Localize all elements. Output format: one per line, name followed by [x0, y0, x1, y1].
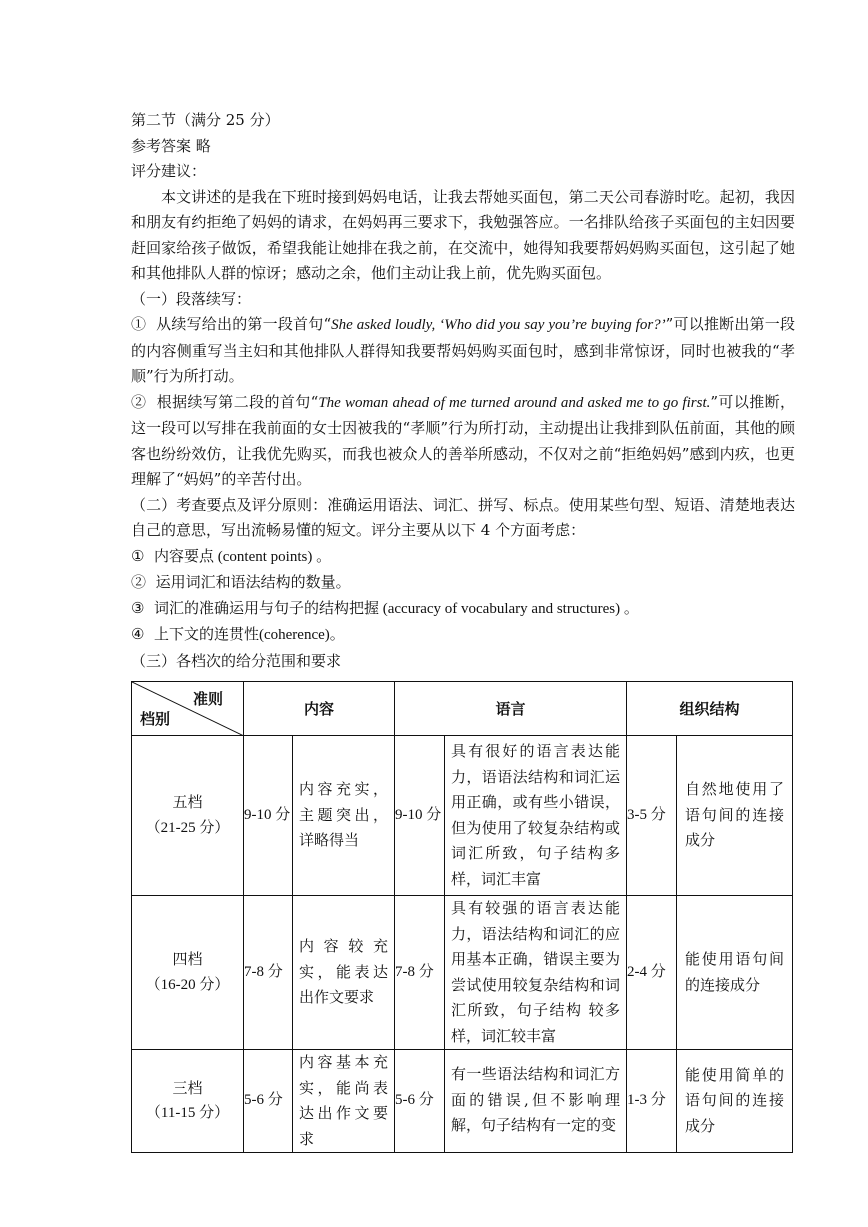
grade-cell [132, 896, 244, 1050]
corner-bottom-label: 档别 [140, 710, 171, 728]
point1-rest: ”可以推断出第一段的内容侧重写当主妇和其他排队人群得知我要帮妈妈购买面包时，感到非常惊讶，同时也被我的“孝顺”行为所打动。 [131, 315, 795, 385]
grade-name: 五档 [172, 793, 203, 811]
criteria-number: ③ [131, 598, 145, 617]
answer-line: 参考答案 略 [131, 136, 211, 155]
grade-range: （11-15 分） [145, 1105, 230, 1121]
criteria-text: 运用词汇和语法结构的数量。 [155, 573, 351, 591]
header-organization: 组织结构 [627, 682, 793, 736]
grade-range: （16-20 分） [145, 976, 230, 993]
organization-score: 3-5 分 [627, 736, 677, 896]
criteria-item [131, 570, 795, 596]
point1-lead: 从续写给出的第一段首句“ [156, 315, 332, 333]
content-desc: 内容较充实，能表达 出作文要求 [293, 896, 395, 1050]
content-score: 5-6 分 [244, 1050, 293, 1153]
header-content: 内容 [244, 682, 395, 736]
language-score: 9-10 分 [395, 736, 445, 896]
table-row [132, 896, 793, 1050]
part2-paragraph: （二）考查要点及评分原则：准确运用语法、词汇、拼写、标点。使用某些句型、短语、清楚地表达自己的意思，写出流畅易懂的短文。评分主要从以下 4 个方面考虑： [131, 495, 795, 539]
criteria-item [131, 622, 795, 649]
point2-number: ② [131, 392, 147, 411]
organization-desc: 自然地使用了语句间的连接成分 [677, 736, 793, 896]
part3-title: （三）各档次的给分范围和要求 [131, 651, 342, 670]
point1-paragraph [131, 312, 795, 390]
point1-quote: She asked loudly, ‘Who did you say you’re buying for?’ [331, 317, 666, 333]
language-desc: 具有较强的语言表达能力，语法结构和词汇的应用基本正确，错误主要为尝试使用较复杂结构和词汇所致，句子结构 较多样，词汇较丰富 [445, 896, 627, 1050]
criteria-text: 上下文的连贯性(coherence)。 [154, 627, 345, 643]
language-score: 5-6 分 [395, 1050, 445, 1153]
summary-paragraph: 本文讲述的是我在下班时接到妈妈电话，让我去帮她买面包，第二天公司春游时吃。起初，我因和朋友有约拒绝了妈妈的请求，在妈妈再三要求下，我勉强答应。一名排队给孩子买面包的主妇因要赶回家给孩子做饭，希望我能让她排在我之前，在交流中，她得知我要帮妈妈购买面包，这引起了她和其他排队人群的惊讶；感动之余，他们主动让我上前，优先购买面包。 [131, 187, 795, 282]
criteria-text: 词汇的准确运用与句子的结构把握 (accuracy of vocabulary and structures) 。 [154, 600, 639, 617]
criteria-number: ② [131, 573, 147, 591]
point2-paragraph [131, 390, 795, 493]
grade-name: 四档 [172, 950, 203, 968]
point1-number: ① [131, 315, 147, 333]
part1-title: （一）段落续写： [131, 289, 252, 308]
grading-table [131, 681, 793, 1153]
criteria-text: 内容要点 (content points) 。 [154, 548, 332, 565]
section-title: 第二节（满分 25 分） [131, 111, 280, 129]
grade-name: 三档 [172, 1078, 203, 1097]
table-header-row [132, 682, 793, 736]
table-row [132, 1050, 793, 1153]
content-desc: 内容充实，主题突出，详略得当 [293, 736, 395, 896]
point2-rest: ”可以推断，这一段可以写排在我前面的女士因被我的“孝顺”行为所打动，主动提出让我排到队伍前面，其他的顾客也纷纷效仿，让我优先购买，而我也被众人的善举所感动，不仅对之前“拒绝妈妈”感到内疚，也更理解了“妈妈”的辛苦付出。 [131, 392, 796, 488]
organization-desc: 能使用语句间的连接成分 [677, 896, 793, 1050]
header-language: 语言 [395, 682, 627, 736]
grade-range: （21-25 分） [145, 819, 230, 836]
corner-cell [132, 682, 244, 736]
corner-top-label: 准则 [192, 690, 223, 708]
suggestion-label: 评分建议： [131, 162, 207, 180]
content-score: 9-10 分 [244, 736, 293, 896]
criteria-number: ④ [131, 625, 145, 643]
organization-score: 2-4 分 [627, 896, 677, 1050]
grade-cell [132, 736, 244, 896]
document-body [131, 108, 795, 674]
language-desc: 具有很好的语言表达能力，语语法结构和词汇运用正确，或有些小错误，但为使用了较复杂结构或词汇所致，句子结构多样，词汇丰富 [445, 736, 627, 896]
criteria-item [131, 596, 795, 623]
criteria-number: ① [131, 546, 145, 565]
organization-score: 1-3 分 [627, 1050, 677, 1153]
point2-lead: 根据续写第二段的首句“ [156, 392, 319, 411]
table-row [132, 736, 793, 896]
content-score: 7-8 分 [244, 896, 293, 1050]
point2-quote: The woman ahead of me turned around and asked me to go first. [318, 394, 711, 411]
language-desc: 有一些语法结构和词汇方面的错误,但不影响理解，句子结构有一定的变 [445, 1050, 627, 1153]
organization-desc: 能使用简单的语句间的连接成分 [677, 1050, 793, 1153]
language-score: 7-8 分 [395, 896, 445, 1050]
grade-cell [132, 1050, 244, 1153]
content-desc: 内容基本充实，能尚表达出作文要求 [293, 1050, 395, 1153]
criteria-item [131, 544, 795, 571]
